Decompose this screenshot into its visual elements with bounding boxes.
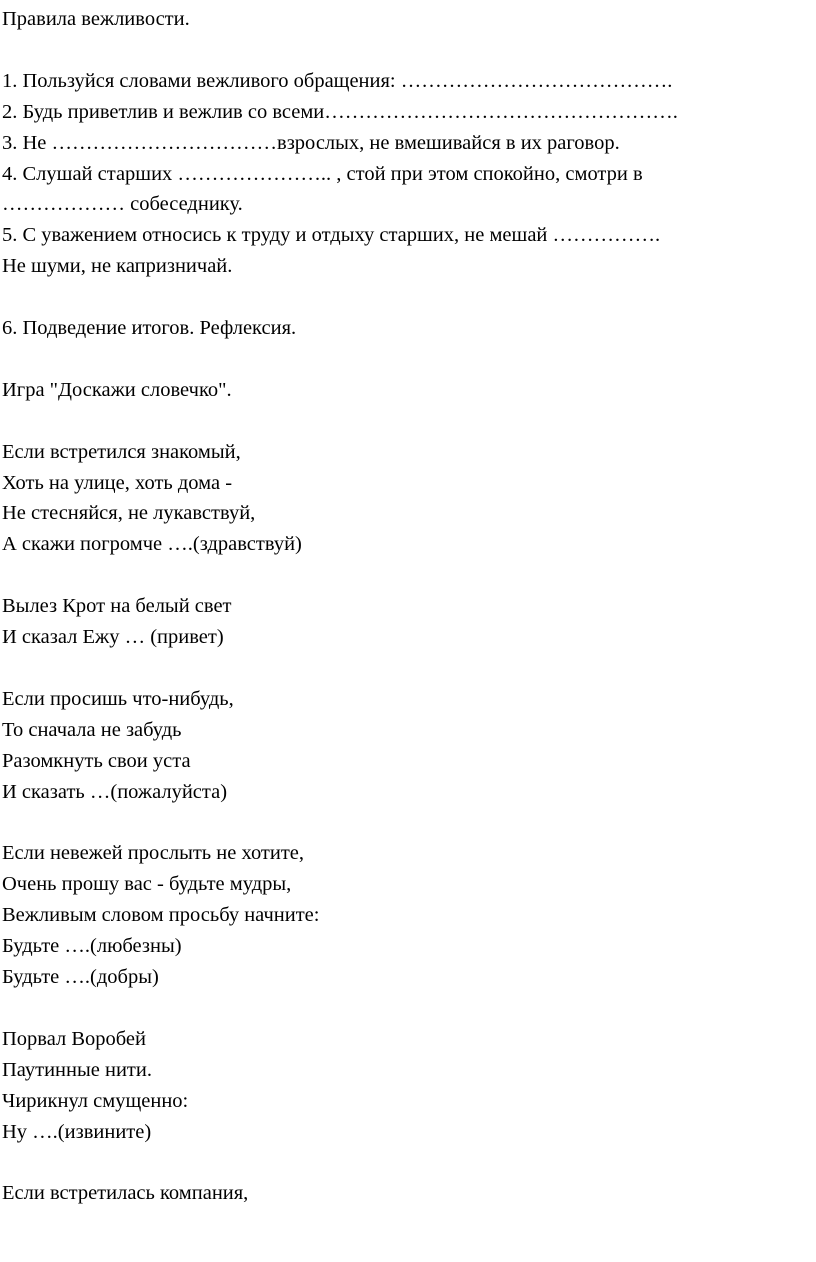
verse-line: Вылез Крот на белый свет <box>2 595 232 618</box>
verse-line: Если встретился знакомый, <box>2 440 241 463</box>
verse-line: Порвал Воробей <box>2 1027 147 1050</box>
verse-line: Если невежей прослыть не хотите, <box>2 842 305 865</box>
spacer <box>2 406 816 437</box>
spacer <box>2 344 816 375</box>
verse-line: И сказать …(пожалуйста) <box>2 780 228 803</box>
verse-line: Не стесняйся, не лукавствуй, <box>2 502 256 525</box>
rule-line-5: 5. С уважением относись к труду и отдыху старших, не мешай ……………. <box>2 224 661 247</box>
rule-line-3: 3. Не ……………………………взрослых, не вмешивайся в их раговор. <box>2 131 620 154</box>
verse-line: Если просишь что-нибудь, <box>2 687 234 710</box>
verse-line: И сказал Ежу … (привет) <box>2 626 224 649</box>
rule-line-4-continued: ……………… собеседнику. <box>2 193 243 216</box>
verse-line: Паутинные нити. <box>2 1058 152 1081</box>
section-heading: 6. Подведение итогов. Рефлексия. <box>2 317 297 340</box>
rule-line-2: 2. Будь приветлив и вежлив со всеми……………………………………………. <box>2 100 678 123</box>
document-title: Правила вежливости. <box>2 8 190 30</box>
rule-line-4: 4. Слушай старших ………………….. , стой при этом спокойно, смотри в <box>2 162 643 185</box>
spacer <box>2 993 816 1024</box>
verse-6 <box>2 1178 816 1209</box>
verse-line: Будьте ….(любезны) <box>2 935 182 958</box>
rule-line-1: 1. Пользуйся словами вежливого обращения: …………………………………. <box>2 69 673 92</box>
verse-1 <box>2 437 816 561</box>
verse-line: Очень прошу вас - будьте мудры, <box>2 873 292 896</box>
verse-line: Хоть на улице, хоть дома - <box>2 471 233 494</box>
spacer <box>2 282 816 313</box>
verse-line: Ну ….(извините) <box>2 1120 152 1143</box>
verse-line: Вежливым словом просьбу начните: <box>2 904 320 927</box>
verse-line: Будьте ….(добры) <box>2 965 159 988</box>
rule-line-5-continued: Не шуми, не капризничай. <box>2 255 233 278</box>
verse-5 <box>2 1024 816 1148</box>
verse-line: Чирикнул смущенно: <box>2 1089 189 1112</box>
spacer <box>2 1147 816 1178</box>
verse-3 <box>2 684 816 808</box>
verse-line: Если встретилась компания, <box>2 1182 249 1205</box>
spacer <box>2 35 816 66</box>
spacer <box>2 807 816 838</box>
verse-line: А скажи погромче ….(здравствуй) <box>2 533 302 556</box>
rules-list <box>2 66 816 282</box>
spacer <box>2 653 816 684</box>
verse-4 <box>2 838 816 993</box>
verse-line: Разомкнуть свои уста <box>2 749 191 772</box>
verse-2 <box>2 591 816 653</box>
spacer <box>2 560 816 591</box>
verse-line: То сначала не забудь <box>2 718 182 741</box>
game-title: Игра "Доскажи словечко". <box>2 378 232 401</box>
